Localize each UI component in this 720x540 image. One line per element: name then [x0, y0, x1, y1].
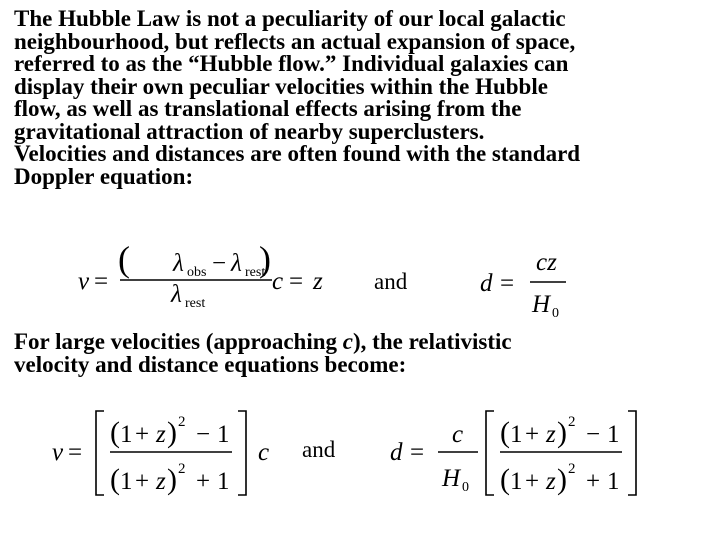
- speed-of-light-text: c: [342, 329, 353, 354]
- exponent: 2: [178, 414, 186, 430]
- and-connector: and: [374, 269, 408, 294]
- text-line: [14, 331, 714, 354]
- equals-sign: =: [410, 439, 425, 466]
- text-segment: ), the relativistic: [353, 329, 512, 354]
- velocity-symbol: v: [78, 268, 90, 295]
- redshift-symbol: z: [156, 421, 166, 448]
- c-numerator: c: [452, 421, 464, 448]
- doppler-velocity-equation: [76, 238, 366, 311]
- cz-numerator: cz: [536, 249, 557, 276]
- obs-subscript: obs: [187, 265, 207, 280]
- equals-sign: =: [500, 270, 515, 297]
- relativistic-velocity-equation: [52, 408, 282, 500]
- speed-of-light-symbol: c: [258, 439, 270, 466]
- text-line: Doppler equation:: [14, 163, 194, 189]
- right-paren: ): [557, 416, 567, 449]
- minus-sign: −: [212, 250, 227, 277]
- right-paren: ): [557, 463, 567, 496]
- one: 1: [217, 468, 230, 495]
- relativistic-distance-equation: [390, 408, 650, 500]
- lambda-obs-symbol: λ: [173, 250, 184, 277]
- right-paren: ): [167, 463, 177, 496]
- redshift-symbol: z: [313, 268, 323, 295]
- one: 1: [217, 421, 230, 448]
- one: 1: [120, 421, 133, 448]
- text-line: display their own peculiar velocities within the Hubble: [14, 73, 548, 99]
- left-paren: (: [500, 416, 510, 449]
- left-paren: (: [500, 463, 510, 496]
- minus-sign: −: [196, 421, 211, 448]
- plus-sign: +: [525, 468, 540, 495]
- hubble-constant-symbol: H: [532, 291, 551, 318]
- exponent: 2: [178, 461, 186, 477]
- distance-symbol: d: [480, 270, 493, 297]
- left-paren: (: [110, 463, 120, 496]
- equals-sign: =: [289, 268, 304, 295]
- hubble-subscript: 0: [462, 480, 469, 495]
- left-bracket: [486, 411, 494, 495]
- text-line: Velocities and distances are often found with the standard: [14, 141, 581, 166]
- plus-sign: +: [525, 421, 540, 448]
- doppler-distance-equation: [478, 245, 588, 320]
- hubble-constant-symbol: H: [442, 465, 461, 492]
- text-line: The Hubble Law is not a peculiarity of our local galactic: [14, 6, 566, 31]
- right-bracket: [238, 411, 246, 495]
- lambda-rest-symbol: λ: [231, 250, 242, 277]
- and-connector: and: [302, 437, 336, 462]
- one: 1: [510, 421, 523, 448]
- redshift-symbol: z: [546, 468, 556, 495]
- equals-sign: =: [94, 268, 109, 295]
- left-paren: (: [110, 416, 120, 449]
- right-paren: ): [259, 239, 271, 279]
- one: 1: [510, 468, 523, 495]
- left-bracket: [96, 411, 104, 495]
- lambda-rest-denominator: λ: [171, 281, 182, 308]
- one: 1: [607, 421, 620, 448]
- right-paren: ): [167, 416, 177, 449]
- text-line: neighbourhood, but reflects an actual expansion of space,: [14, 28, 576, 54]
- redshift-symbol: z: [546, 421, 556, 448]
- plus-sign: +: [586, 468, 601, 495]
- rest-subscript-denominator: rest: [185, 296, 206, 311]
- text-line: gravitational attraction of nearby superclusters.: [14, 118, 485, 144]
- equals-sign: =: [68, 439, 83, 466]
- right-bracket: [628, 411, 636, 495]
- hubble-subscript: 0: [552, 306, 559, 321]
- minus-sign: −: [586, 421, 601, 448]
- relativistic-paragraph: [14, 331, 714, 376]
- velocity-symbol: v: [52, 439, 64, 466]
- speed-of-light-symbol: c: [272, 268, 284, 295]
- distance-symbol: d: [390, 439, 403, 466]
- text-segment: For large velocities (approaching: [14, 329, 343, 354]
- plus-sign: +: [196, 468, 211, 495]
- one: 1: [607, 468, 620, 495]
- plus-sign: +: [135, 421, 150, 448]
- one: 1: [120, 468, 133, 495]
- plus-sign: +: [135, 468, 150, 495]
- text-line: flow, as well as translational effects arising from the: [14, 96, 522, 121]
- exponent: 2: [568, 461, 576, 477]
- exponent: 2: [568, 414, 576, 430]
- rest-subscript: rest: [245, 265, 266, 280]
- text-line: velocity and distance equations become:: [14, 351, 407, 377]
- redshift-symbol: z: [156, 468, 166, 495]
- text-line: referred to as the “Hubble flow.” Individual galaxies can: [14, 51, 569, 76]
- intro-paragraph: [14, 8, 714, 188]
- left-paren: (: [118, 239, 130, 279]
